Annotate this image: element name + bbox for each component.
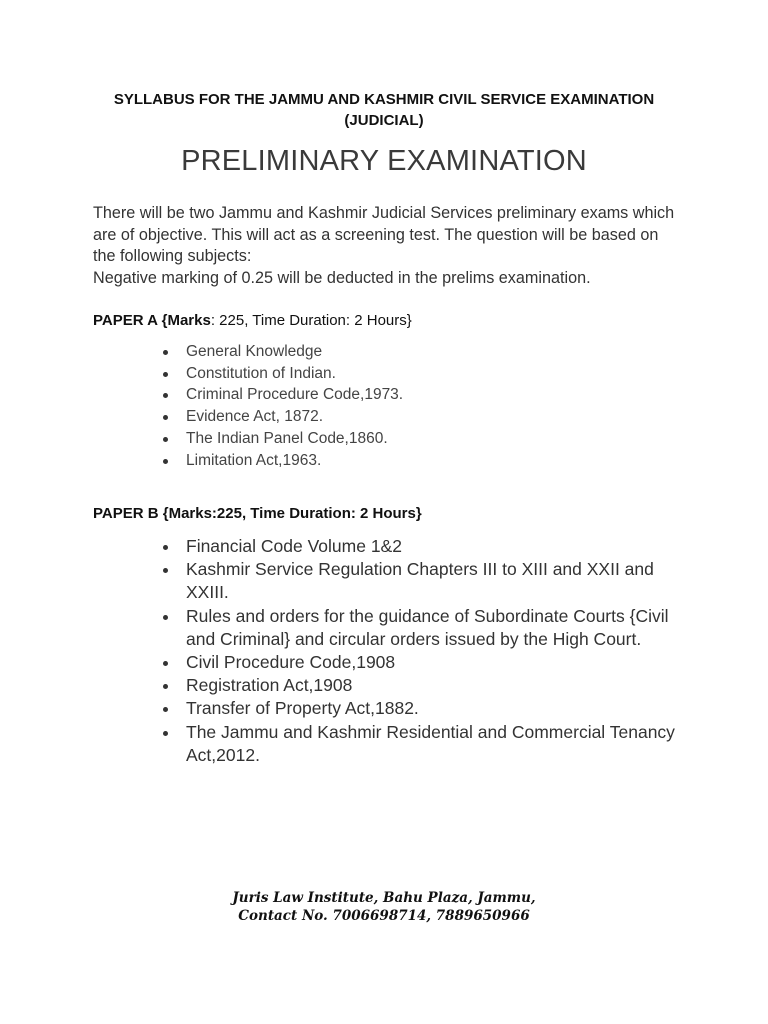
- page-title: PRELIMINARY EXAMINATION: [181, 145, 587, 177]
- heading-line-2: (JUDICIAL): [344, 112, 424, 129]
- list-item: The Indian Panel Code,1860.: [161, 428, 681, 450]
- list-item: Constitution of Indian.: [161, 363, 681, 385]
- list-item: The Jammu and Kashmir Residential and Commercial Tenancy Act,2012.: [161, 721, 681, 767]
- footer-contact-numbers: Contact No. 7006698714, 7889650966: [238, 908, 530, 924]
- paper-a-heading: [93, 311, 693, 331]
- list-item: Rules and orders for the guidance of Subordinate Courts {Civil and Criminal} and circular orders issued by the High Court.: [161, 605, 681, 651]
- list-item: Evidence Act, 1872.: [161, 406, 681, 428]
- list-item: General Knowledge: [161, 341, 681, 363]
- list-item: Financial Code Volume 1&2: [161, 535, 681, 558]
- footer-contact: [0, 889, 768, 925]
- list-item: Limitation Act,1963.: [161, 450, 681, 472]
- paper-a-heading-rest: : 225, Time Duration: 2 Hours}: [210, 312, 412, 329]
- paper-b-heading: PAPER B {Marks:225, Time Duration: 2 Hours}: [93, 505, 422, 522]
- list-item: Criminal Procedure Code,1973.: [161, 384, 681, 406]
- list-item: Kashmir Service Regulation Chapters III to XIII and XXII and XXIII.: [161, 558, 681, 604]
- heading-line-1: SYLLABUS FOR THE JAMMU AND KASHMIR CIVIL SERVICE EXAMINATION: [113, 91, 655, 108]
- list-item: Transfer of Property Act,1882.: [161, 697, 681, 720]
- paper-a-subject-list: [161, 341, 681, 471]
- list-item: Registration Act,1908: [161, 674, 681, 697]
- negative-marking-note: Negative marking of 0.25 will be deducted in the prelims examination.: [93, 268, 591, 287]
- list-item: Civil Procedure Code,1908: [161, 651, 681, 674]
- intro-section: [93, 203, 683, 289]
- syllabus-heading: [60, 89, 708, 131]
- intro-paragraph: There will be two Jammu and Kashmir Judicial Services preliminary exams which are of objective. This will act as a screening test. The question will be based on the following subjects:: [93, 204, 675, 265]
- paper-a-heading-bold: PAPER A {Marks: [93, 312, 211, 329]
- footer-institute: Juris Law Institute, Bahu Plaza, Jammu,: [232, 890, 536, 906]
- paper-b-subject-list: [161, 535, 681, 767]
